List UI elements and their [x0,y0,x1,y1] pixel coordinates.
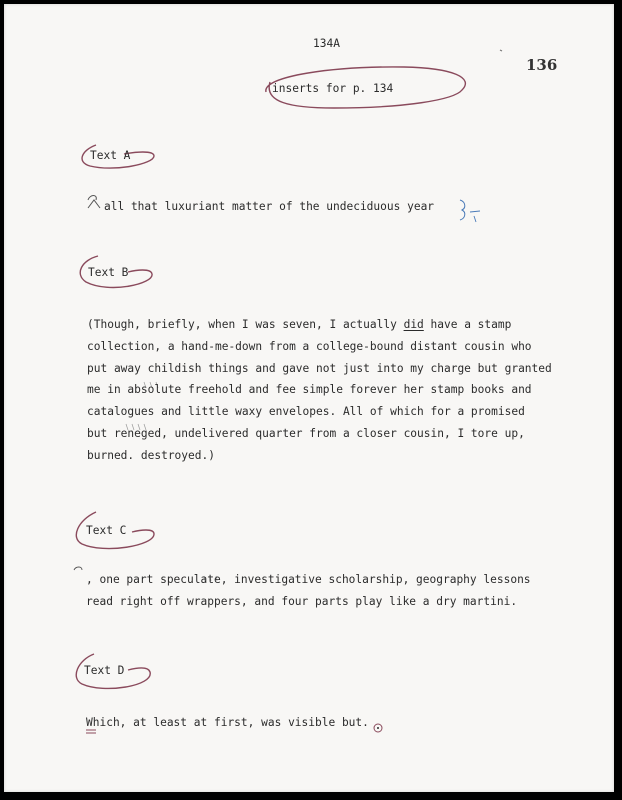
text-b-line: but reneged, undelivered quarter from a closer cousin, I tore up, [87,426,525,440]
text-c-label: Text C [86,524,127,537]
capital-mark [86,730,96,733]
text-b-paragraph [87,314,597,467]
text-c-paragraph [86,569,596,613]
text-a-body: all that luxuriant matter of the undeciduous year [104,200,435,213]
emphasis-did: did [403,318,424,331]
insert-caret-mark [88,196,100,209]
text-b-line: put away childish things and gave not just into my charge but granted [87,361,552,375]
text-d-label: Text D [84,664,125,677]
text-b-line: burned. destroyed.) [87,448,215,462]
page-title: inserts for p. 134 [272,82,394,95]
text-b-line [87,314,597,336]
text-b-line-1-end: have a stamp [423,318,512,331]
text-c-line: , one part speculate, investigative scholarship, geography lessons [86,573,531,586]
text-c-line: read right off wrappers, and four parts play like a dry martini. [86,594,518,608]
text-b-line: collection, a hand-me-down from a college-bound distant cousin who [87,339,532,353]
manuscript-page [4,4,614,792]
text-b-label: Text B [88,266,129,279]
text-a-label: Text A [90,149,131,162]
blue-brace-mark [460,200,465,220]
text-d-body: Which, at least at first, was visible but. [86,716,369,729]
text-b-line: me in absolute freehold and fee simple forever her stamp books and [87,383,532,397]
text-b-line-1-start: (Though, briefly, when I was seven, I actually [87,318,404,331]
page-number: 134A [313,37,340,50]
handwritten-page-number: 136 [526,56,558,74]
text-b-line: catalogues and little waxy envelopes. All of which for a promised [87,405,525,419]
